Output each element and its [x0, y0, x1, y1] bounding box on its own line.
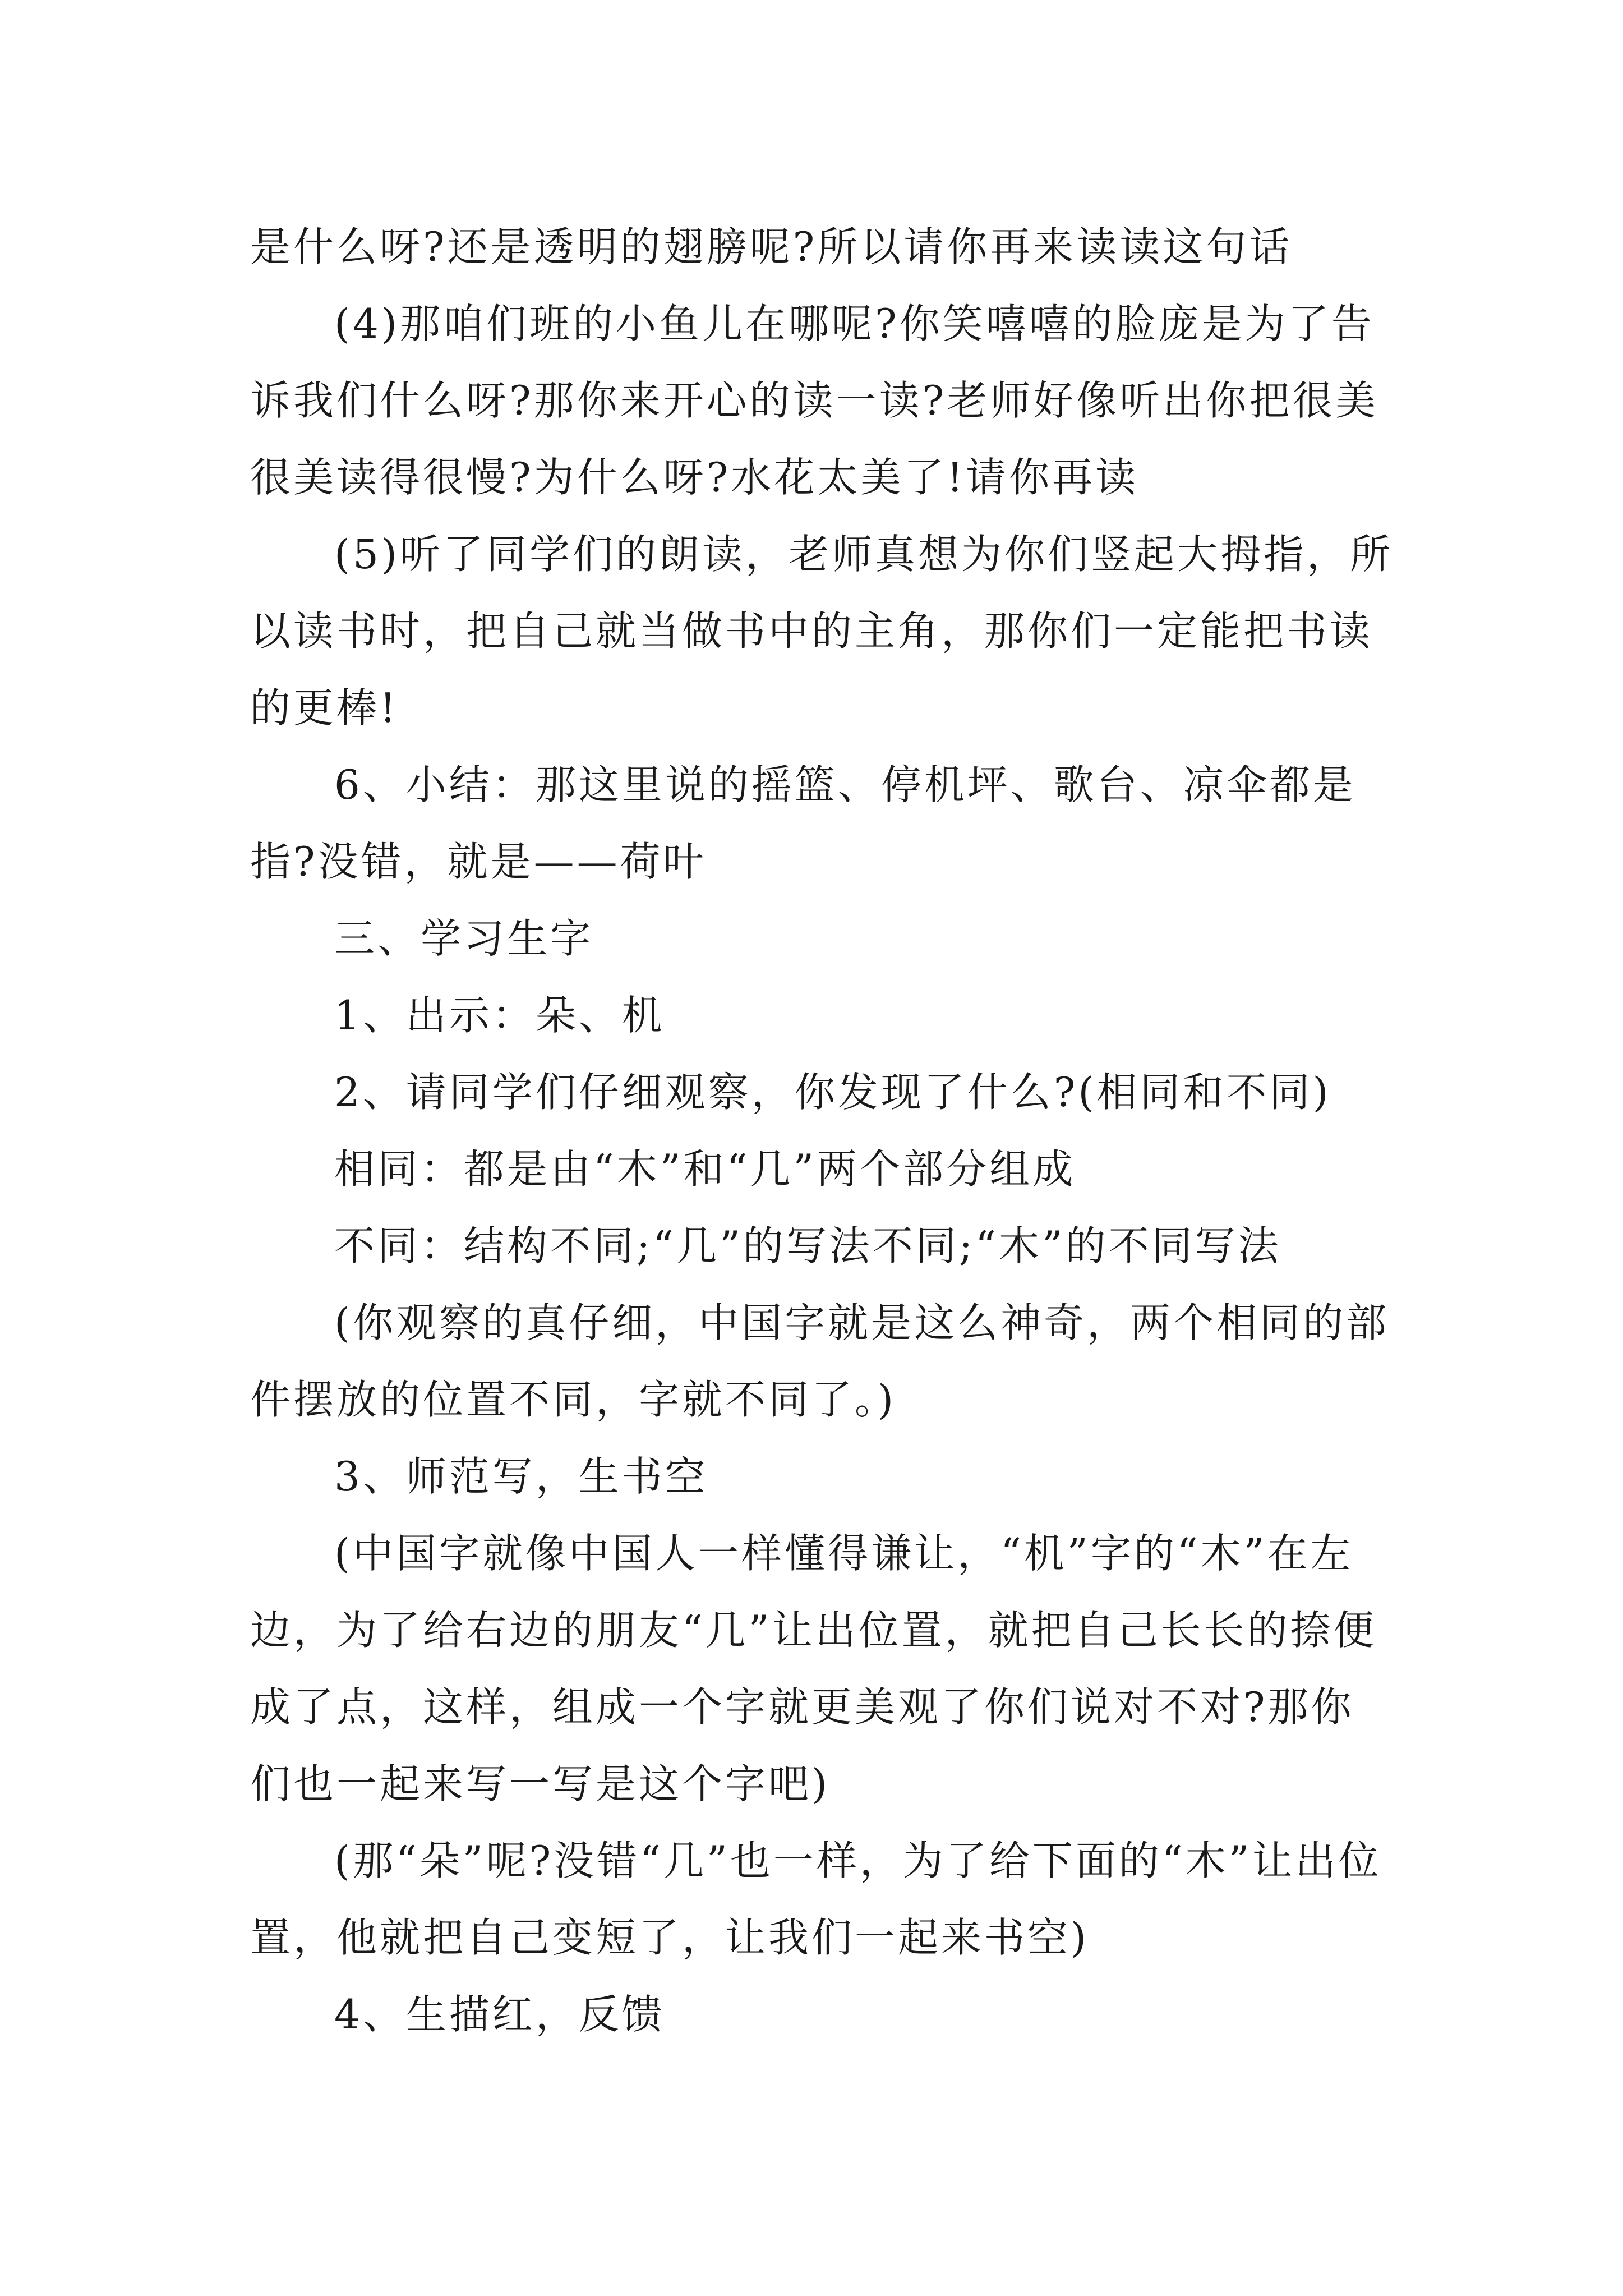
- paragraph: 2、请同学们仔细观察，你发现了什么?(相同和不同): [334, 1069, 1331, 1116]
- paragraph: 6、小结：那这里说的摇篮、停机坪、歌台、凉伞都是指?没错，就是——荷叶: [250, 761, 1356, 885]
- paragraph: 3、师范写，生书空: [334, 1453, 708, 1500]
- document-body: [250, 209, 1394, 2053]
- paragraph: (那“朵”呢?没错“几”也一样，为了给下面的“木”让出位置，他就把自己变短了，让我们一起来书空): [250, 1837, 1382, 1961]
- paragraph: 1、出示：朵、机: [334, 992, 665, 1039]
- paragraph: 相同：都是由“木”和“几”两个部分组成: [334, 1145, 1076, 1193]
- paragraph: 是什么呀?还是透明的翅膀呢?所以请你再来读读这句话: [250, 223, 1293, 270]
- section-heading: 三、学习生字: [334, 915, 594, 962]
- paragraph: (4)那咱们班的小鱼儿在哪呢?你笑嘻嘻的脸庞是为了告诉我们什么呀?那你来开心的读一读?老师好像听出你把很美很美读得很慢?为什么呀?水花太美了!请你再读: [250, 300, 1379, 501]
- paragraph: (5)听了同学们的朗读，老师真想为你们竖起大拇指，所以读书时，把自己就当做书中的主角，那你们一定能把书读的更棒!: [250, 531, 1393, 731]
- paragraph: 4、生描红，反馈: [334, 1991, 665, 2038]
- paragraph: (你观察的真仔细，中国字就是这么神奇，两个相同的部件摆放的位置不同，字就不同了。): [250, 1299, 1390, 1423]
- paragraph: (中国字就像中国人一样懂得谦让，“机”字的“木”在左边，为了给右边的朋友“几”让出位置，就把自己长长的捺便成了点，这样，组成一个字就更美观了你们说对不对?那你们也一起来写一写是这个字吧): [250, 1530, 1377, 1807]
- paragraph: 不同：结构不同;“几”的写法不同;“木”的不同写法: [334, 1222, 1281, 1269]
